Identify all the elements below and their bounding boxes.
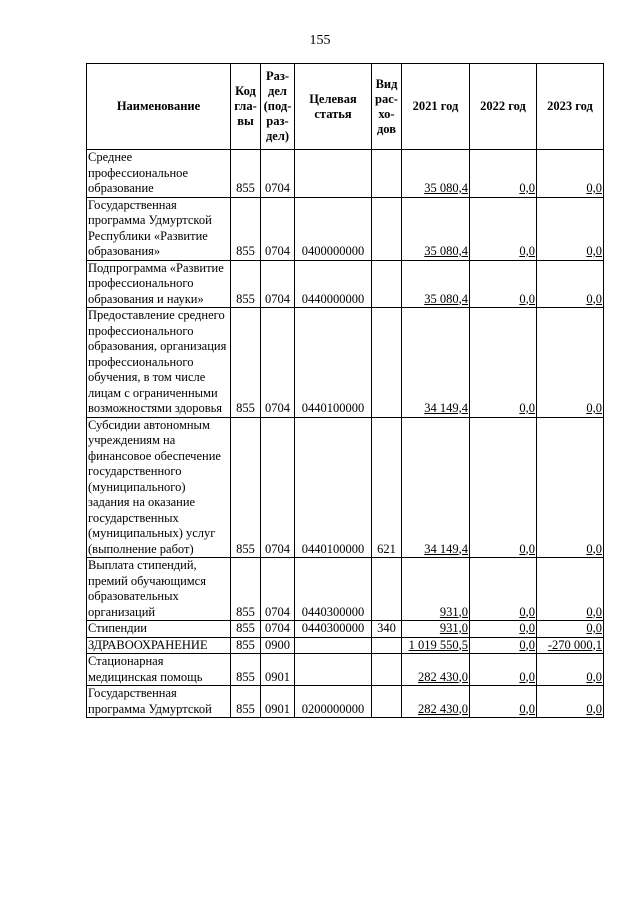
- cell-section: 0901: [261, 686, 295, 718]
- cell-2023: 0,0: [537, 654, 604, 686]
- cell-target: [295, 654, 372, 686]
- cell-2021: 35 080,4: [402, 150, 470, 198]
- cell-2023: 0,0: [537, 621, 604, 638]
- cell-2022: 0,0: [470, 308, 537, 418]
- table-row: [87, 260, 604, 308]
- cell-code: 855: [231, 308, 261, 418]
- cell-2023: 0,0: [537, 417, 604, 558]
- cell-2021: 931,0: [402, 558, 470, 621]
- cell-2022: 0,0: [470, 686, 537, 718]
- cell-2021: 35 080,4: [402, 197, 470, 260]
- cell-2022: 0,0: [470, 654, 537, 686]
- table-row: [87, 654, 604, 686]
- table-row: [87, 308, 604, 418]
- table-header-row: [87, 64, 604, 150]
- cell-target: 0440000000: [295, 260, 372, 308]
- cell-name: Предоставление среднего профессионального образования, организация профессионального обучения, в том числе лицам с ограниченными возможностями здоровья: [87, 308, 231, 418]
- cell-2021: 35 080,4: [402, 260, 470, 308]
- cell-2022: 0,0: [470, 621, 537, 638]
- cell-2022: 0,0: [470, 150, 537, 198]
- table-row: [87, 637, 604, 654]
- cell-2023: 0,0: [537, 150, 604, 198]
- cell-2023: 0,0: [537, 686, 604, 718]
- cell-code: 855: [231, 558, 261, 621]
- table-row: [87, 621, 604, 638]
- cell-type: [372, 654, 402, 686]
- budget-table: [86, 63, 604, 718]
- cell-name: Стационарная медицинская помощь: [87, 654, 231, 686]
- cell-type: [372, 150, 402, 198]
- cell-target: 0400000000: [295, 197, 372, 260]
- header-2022: 2022 год: [470, 64, 537, 150]
- cell-2021: 1 019 550,5: [402, 637, 470, 654]
- cell-name: Подпрограмма «Развитие профессионального образования и науки»: [87, 260, 231, 308]
- cell-type: [372, 637, 402, 654]
- table-row: [87, 417, 604, 558]
- header-name: Наименование: [87, 64, 231, 150]
- cell-target: [295, 150, 372, 198]
- cell-type: [372, 197, 402, 260]
- cell-code: 855: [231, 686, 261, 718]
- table-row: [87, 558, 604, 621]
- cell-code: 855: [231, 621, 261, 638]
- header-2021: 2021 год: [402, 64, 470, 150]
- cell-2022: 0,0: [470, 260, 537, 308]
- cell-type: 340: [372, 621, 402, 638]
- cell-type: [372, 260, 402, 308]
- cell-name: Субсидии автономным учреждениям на финансовое обеспечение государственного (муниципального) задания на оказание государственных (муниципальных) услуг (выполнение работ): [87, 417, 231, 558]
- cell-name: Государственная программа Удмуртской: [87, 686, 231, 718]
- header-target: Целевая статья: [295, 64, 372, 150]
- cell-name: Среднее профессиональное образование: [87, 150, 231, 198]
- cell-type: [372, 686, 402, 718]
- cell-name: Государственная программа Удмуртской Республики «Развитие образования»: [87, 197, 231, 260]
- cell-type: 621: [372, 417, 402, 558]
- cell-2023: 0,0: [537, 308, 604, 418]
- cell-section: 0704: [261, 558, 295, 621]
- cell-section: 0704: [261, 150, 295, 198]
- cell-2021: 34 149,4: [402, 308, 470, 418]
- cell-2022: 0,0: [470, 417, 537, 558]
- cell-2023: 0,0: [537, 260, 604, 308]
- table-row: [87, 197, 604, 260]
- cell-2023: 0,0: [537, 558, 604, 621]
- cell-2022: 0,0: [470, 197, 537, 260]
- cell-target: [295, 637, 372, 654]
- cell-section: 0900: [261, 637, 295, 654]
- cell-target: 0200000000: [295, 686, 372, 718]
- table-row: [87, 150, 604, 198]
- cell-code: 855: [231, 637, 261, 654]
- cell-section: 0704: [261, 308, 295, 418]
- cell-section: 0704: [261, 621, 295, 638]
- cell-code: 855: [231, 260, 261, 308]
- cell-2022: 0,0: [470, 637, 537, 654]
- cell-target: 0440300000: [295, 621, 372, 638]
- cell-2021: 282 430,0: [402, 686, 470, 718]
- page-number: 155: [309, 33, 331, 48]
- cell-2022: 0,0: [470, 558, 537, 621]
- cell-code: 855: [231, 197, 261, 260]
- cell-2023: -270 000,1: [537, 637, 604, 654]
- cell-section: 0704: [261, 260, 295, 308]
- cell-name: Выплата стипендий, премий обучающимся образовательных организаций: [87, 558, 231, 621]
- table-row: [87, 686, 604, 718]
- cell-name: Стипендии: [87, 621, 231, 638]
- header-code: Код гла-вы: [231, 64, 261, 150]
- cell-code: 855: [231, 417, 261, 558]
- cell-2021: 931,0: [402, 621, 470, 638]
- header-section: Раз-дел (под-раз-дел): [261, 64, 295, 150]
- header-2023: 2023 год: [537, 64, 604, 150]
- cell-target: 0440100000: [295, 308, 372, 418]
- cell-type: [372, 308, 402, 418]
- cell-2021: 34 149,4: [402, 417, 470, 558]
- cell-code: 855: [231, 654, 261, 686]
- cell-section: 0704: [261, 197, 295, 260]
- cell-code: 855: [231, 150, 261, 198]
- cell-section: 0901: [261, 654, 295, 686]
- cell-target: 0440300000: [295, 558, 372, 621]
- header-type: Вид рас-хо-дов: [372, 64, 402, 150]
- cell-type: [372, 558, 402, 621]
- cell-name: ЗДРАВООХРАНЕНИЕ: [87, 637, 231, 654]
- cell-2021: 282 430,0: [402, 654, 470, 686]
- cell-2023: 0,0: [537, 197, 604, 260]
- cell-target: 0440100000: [295, 417, 372, 558]
- cell-section: 0704: [261, 417, 295, 558]
